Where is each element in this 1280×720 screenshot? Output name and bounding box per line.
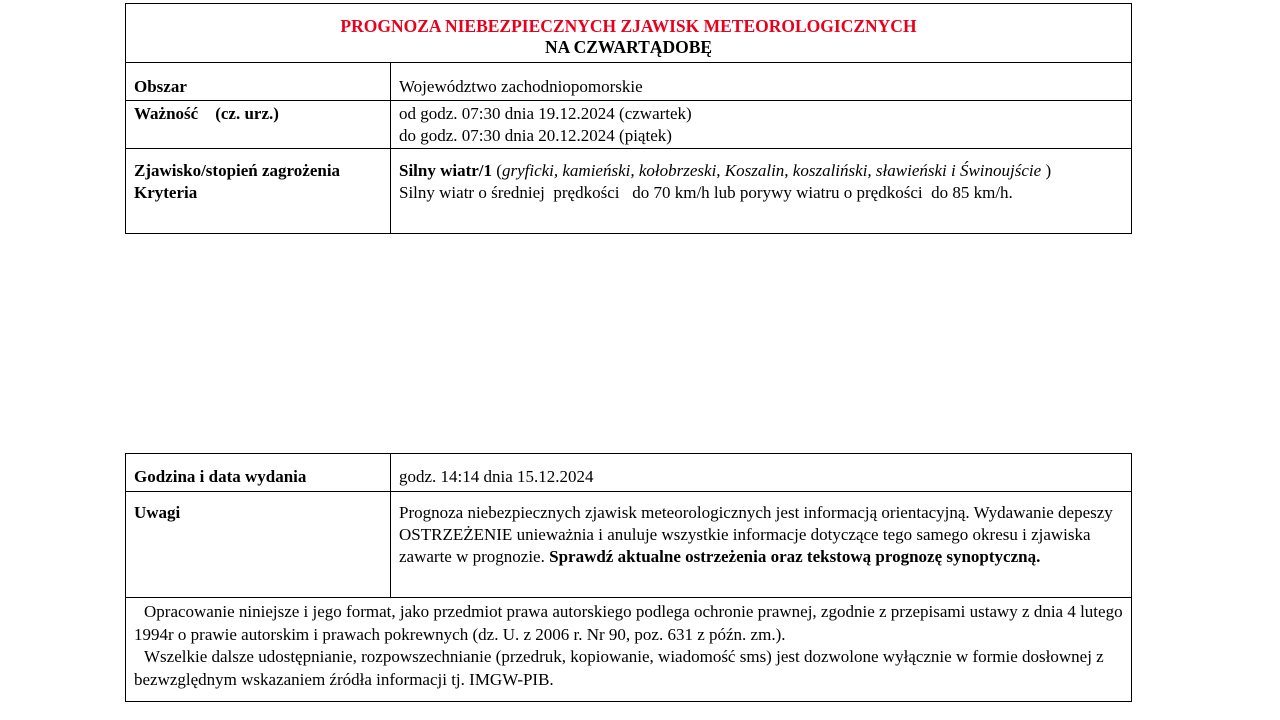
criteria-label: Kryteria bbox=[134, 183, 198, 202]
validity-label-text: Ważność (cz. urz.) bbox=[134, 104, 279, 123]
row-remarks bbox=[126, 492, 1131, 598]
validity-to: do godz. 07:30 dnia 20.12.2024 (piątek) bbox=[399, 126, 672, 145]
forecast-header bbox=[126, 4, 1131, 63]
forecast-table bbox=[125, 3, 1132, 234]
remarks-bold-text: Sprawdź aktualne ostrzeżenia oraz tekstową prognozę synoptyczną. bbox=[549, 547, 1041, 566]
copyright-notice bbox=[126, 598, 1131, 701]
issue-date-value: godz. 14:14 dnia 15.12.2024 bbox=[399, 467, 594, 486]
phenomenon-label bbox=[126, 149, 391, 233]
issue-table bbox=[125, 453, 1132, 702]
document-title: PROGNOZA NIEBEZPIECZNYCH ZJAWISK METEOROLOGICZNYCH bbox=[340, 16, 917, 36]
open-paren: ( bbox=[492, 161, 502, 180]
criteria-value: Silny wiatr o średniej prędkości do 70 km/h lub porywy wiatru o prędkości do 85 km/h. bbox=[399, 183, 1013, 202]
remarks-text: Prognoza niebezpiecznych zjawisk meteorologicznych jest informacją orientacyjną. Wydawanie depeszy OSTRZEŻENIE unieważnia i anuluje wszystkie informacje dotyczące tego samego okresu i zjawiska zawarte w prognozie. bbox=[399, 503, 1113, 566]
row-area bbox=[126, 63, 1131, 101]
validity-label bbox=[126, 101, 391, 148]
close-paren: ) bbox=[1041, 161, 1052, 180]
area-value: Województwo zachodniopomorskie bbox=[399, 77, 643, 96]
phenomenon-line bbox=[399, 160, 1123, 182]
copyright-paragraph: Opracowanie niniejsze i jego format, jako przedmiot prawa autorskiego podlega ochronie prawnej, zgodnie z przepisami ustawy z dnia 4 lutego 1994r o prawie autorskim i prawach pokrewnych (dz. U. z 2006 r. Nr 90, poz. 631 z późn. zm.). bbox=[134, 602, 1123, 644]
row-validity bbox=[126, 101, 1131, 149]
document-subtitle: NA CZWARTĄDOBĘ bbox=[544, 37, 713, 57]
issue-date-label: Godzina i data wydania bbox=[126, 454, 391, 491]
distribution-paragraph: Wszelkie dalsze udostępnianie, rozpowszechnianie (przedruk, kopiowanie, wiadomość sms) jest dozwolone wyłącznie w formie dosłownej z bezwzględnym wskazaniem źródła informacji tj. IMGW-PIB. bbox=[134, 647, 1104, 689]
phenomenon-label-line1: Zjawisko/stopień zagrożenia bbox=[134, 161, 341, 180]
validity-from: od godz. 07:30 dnia 19.12.2024 (czwartek) bbox=[399, 104, 692, 123]
area-label: Obszar bbox=[126, 63, 391, 100]
remarks-value bbox=[391, 492, 1131, 597]
validity-value bbox=[391, 101, 1131, 148]
phenomenon-value bbox=[391, 149, 1131, 233]
remarks-label: Uwagi bbox=[126, 492, 391, 597]
row-copyright bbox=[126, 598, 1131, 701]
phenomenon-name: Silny wiatr/1 bbox=[399, 161, 493, 180]
counties-list: gryficki, kamieński, kołobrzeski, Koszalin, koszaliński, sławieński i Świnoujście bbox=[501, 161, 1042, 180]
row-phenomenon bbox=[126, 149, 1131, 233]
row-issue-date bbox=[126, 454, 1131, 492]
